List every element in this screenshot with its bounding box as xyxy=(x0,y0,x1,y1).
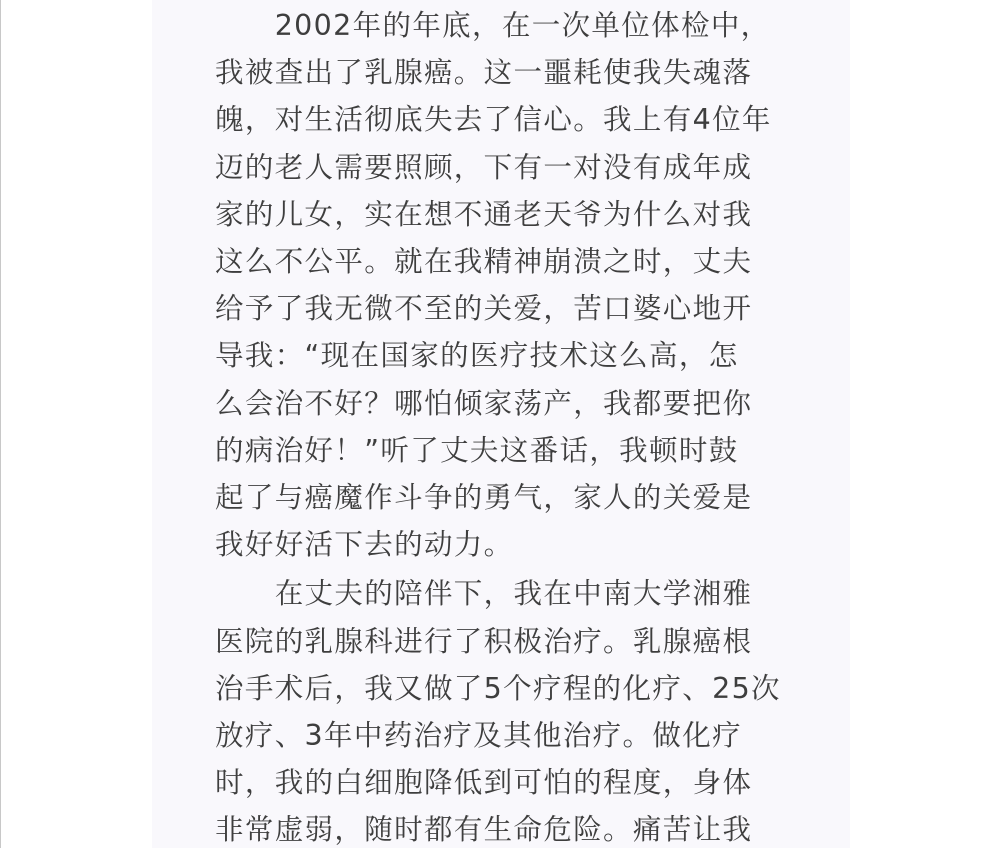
text-line: 我被查出了乳腺癌。这一噩耗使我失魂落 xyxy=(215,56,753,90)
text-line: 治手术后，我又做了5个疗程的化疗、25次 xyxy=(215,671,781,705)
text-line: 非常虚弱，随时都有生命危险。痛苦让我 xyxy=(215,813,753,847)
text-line: 魄，对生活彻底失去了信心。我上有4位年 xyxy=(215,103,772,137)
text-line: 给予了我无微不至的关爱，苦口婆心地开 xyxy=(215,292,753,326)
text-line: 医院的乳腺科进行了积极治疗。乳腺癌根 xyxy=(215,624,753,658)
text-line: 放疗、3年中药治疗及其他治疗。做化疗 xyxy=(215,719,742,753)
left-border-line xyxy=(0,0,1,848)
text-line: 在丈夫的陪伴下，我在中南大学湘雅 xyxy=(215,577,753,611)
paragraph-2 xyxy=(215,570,790,848)
text-line: 么会治不好？哪怕倾家荡产，我都要把你 xyxy=(215,386,753,420)
text-line: 时，我的白细胞降低到可怕的程度，身体 xyxy=(215,766,753,800)
text-line: 导我：“现在国家的医疗技术这么高，怎 xyxy=(215,339,739,373)
text-line: 这么不公平。就在我精神崩溃之时，丈夫 xyxy=(215,245,753,279)
text-line: 2002年的年底，在一次单位体检中， xyxy=(215,9,771,42)
paragraph-1 xyxy=(215,2,790,568)
text-line: 家的儿女，实在想不通老天爷为什么对我 xyxy=(215,197,753,231)
text-line: 的病治好！”听了丈夫这番话，我顿时鼓 xyxy=(215,433,739,467)
article-body xyxy=(215,2,790,848)
text-line: 迈的老人需要照顾，下有一对没有成年成 xyxy=(215,150,753,184)
text-line: 我好好活下去的动力。 xyxy=(215,528,514,562)
text-line: 起了与癌魔作斗争的勇气，家人的关爱是 xyxy=(215,481,753,515)
article-page xyxy=(152,0,850,848)
